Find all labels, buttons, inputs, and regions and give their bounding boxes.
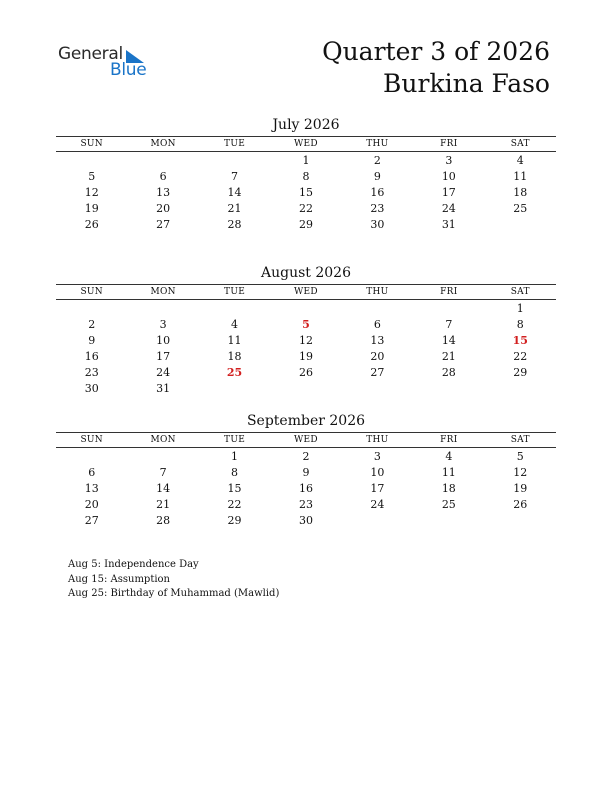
day-cell: 29 <box>227 513 242 527</box>
day-cell: 8 <box>302 169 310 183</box>
week-row <box>56 364 556 380</box>
empty-day-cell <box>199 152 270 169</box>
day-cell: 19 <box>513 481 528 495</box>
day-cell: 30 <box>84 381 99 395</box>
quarter-title: Quarter 3 of 2026 <box>322 37 550 66</box>
weekday-tue: TUE <box>199 137 270 152</box>
day-cell: 13 <box>156 185 171 199</box>
week-row <box>56 512 556 528</box>
day-cell: 4 <box>516 153 524 167</box>
empty-day-cell <box>413 512 484 528</box>
weekday-mon: MON <box>127 137 198 152</box>
day-cell: 1 <box>516 301 524 315</box>
holiday-day-cell: 25 <box>226 365 243 379</box>
empty-day-cell <box>127 300 198 317</box>
country-title: Burkina Faso <box>383 69 550 98</box>
week-row <box>56 496 556 512</box>
generalblue-logo <box>58 44 168 84</box>
weekday-tue: TUE <box>199 285 270 300</box>
day-cell: 15 <box>298 185 313 199</box>
weekday-mon: MON <box>127 285 198 300</box>
day-cell: 9 <box>88 333 96 347</box>
day-cell: 27 <box>156 217 171 231</box>
day-cell: 11 <box>227 333 242 347</box>
empty-day-cell <box>270 380 341 396</box>
day-cell: 6 <box>159 169 167 183</box>
day-cell: 7 <box>231 169 239 183</box>
holiday-day-cell: 15 <box>512 333 528 347</box>
day-cell: 18 <box>227 349 242 363</box>
calendar-grid <box>56 432 556 528</box>
day-cell: 17 <box>370 481 385 495</box>
week-row <box>56 464 556 480</box>
weekday-tue: TUE <box>199 433 270 448</box>
weekday-sat: SAT <box>485 285 556 300</box>
day-cell: 10 <box>441 169 456 183</box>
week-row <box>56 168 556 184</box>
week-row <box>56 332 556 348</box>
empty-day-cell <box>56 300 127 317</box>
day-cell: 27 <box>370 365 385 379</box>
day-cell: 26 <box>513 497 528 511</box>
day-cell: 1 <box>231 449 239 463</box>
week-row <box>56 200 556 216</box>
day-cell: 16 <box>84 349 99 363</box>
day-cell: 27 <box>84 513 99 527</box>
day-cell: 22 <box>227 497 242 511</box>
day-cell: 9 <box>302 465 310 479</box>
empty-day-cell <box>485 380 556 396</box>
day-cell: 11 <box>513 169 528 183</box>
day-cell: 12 <box>84 185 99 199</box>
day-cell: 29 <box>298 217 313 231</box>
day-cell: 29 <box>513 365 528 379</box>
day-cell: 6 <box>88 465 96 479</box>
day-cell: 1 <box>302 153 310 167</box>
weekday-sun: SUN <box>56 433 127 448</box>
day-cell: 11 <box>441 465 456 479</box>
empty-day-cell <box>127 448 198 465</box>
empty-day-cell <box>56 152 127 169</box>
day-cell: 14 <box>156 481 171 495</box>
day-cell: 23 <box>370 201 385 215</box>
day-cell: 28 <box>441 365 456 379</box>
day-cell: 23 <box>298 497 313 511</box>
day-cell: 26 <box>298 365 313 379</box>
weekday-sun: SUN <box>56 285 127 300</box>
weekday-wed: WED <box>270 137 341 152</box>
month-august <box>56 264 556 396</box>
day-cell: 19 <box>84 201 99 215</box>
day-cell: 3 <box>373 449 381 463</box>
month-july <box>56 116 556 232</box>
week-row <box>56 300 556 317</box>
day-cell: 20 <box>156 201 171 215</box>
month-title: August 2026 <box>261 265 351 281</box>
day-cell: 14 <box>441 333 456 347</box>
day-cell: 22 <box>298 201 313 215</box>
day-cell: 3 <box>159 317 167 331</box>
day-cell: 7 <box>159 465 167 479</box>
week-row <box>56 380 556 396</box>
weekday-wed: WED <box>270 285 341 300</box>
day-cell: 10 <box>156 333 171 347</box>
week-row <box>56 480 556 496</box>
day-cell: 16 <box>370 185 385 199</box>
day-cell: 6 <box>373 317 381 331</box>
holiday-note: Aug 5: Independence Day <box>68 559 199 570</box>
weekday-mon: MON <box>127 433 198 448</box>
day-cell: 20 <box>84 497 99 511</box>
day-cell: 10 <box>370 465 385 479</box>
month-september <box>56 412 556 528</box>
weekday-thu: THU <box>342 433 413 448</box>
day-cell: 9 <box>373 169 381 183</box>
day-cell: 30 <box>298 513 313 527</box>
empty-day-cell <box>413 380 484 396</box>
day-cell: 31 <box>441 217 456 231</box>
empty-day-cell <box>342 300 413 317</box>
day-cell: 13 <box>84 481 99 495</box>
day-cell: 3 <box>445 153 453 167</box>
day-cell: 28 <box>156 513 171 527</box>
calendar-grid <box>56 284 556 396</box>
day-cell: 22 <box>513 349 528 363</box>
day-cell: 31 <box>156 381 171 395</box>
day-cell: 12 <box>298 333 313 347</box>
day-cell: 23 <box>84 365 99 379</box>
day-cell: 2 <box>373 153 381 167</box>
day-cell: 24 <box>156 365 171 379</box>
day-cell: 25 <box>441 497 456 511</box>
day-cell: 16 <box>298 481 313 495</box>
day-cell: 18 <box>441 481 456 495</box>
empty-day-cell <box>270 300 341 317</box>
day-cell: 21 <box>227 201 242 215</box>
weekday-sat: SAT <box>485 137 556 152</box>
week-row <box>56 184 556 200</box>
day-cell: 4 <box>445 449 453 463</box>
day-cell: 8 <box>516 317 524 331</box>
weekday-header-row <box>56 433 556 448</box>
holiday-day-cell: 5 <box>302 317 310 331</box>
empty-day-cell <box>485 512 556 528</box>
day-cell: 25 <box>513 201 528 215</box>
day-cell: 24 <box>370 497 385 511</box>
day-cell: 28 <box>227 217 242 231</box>
day-cell: 20 <box>370 349 385 363</box>
day-cell: 2 <box>302 449 310 463</box>
holiday-note: Aug 25: Birthday of Muhammad (Mawlid) <box>68 588 280 599</box>
weekday-thu: THU <box>342 285 413 300</box>
page-title <box>322 36 550 100</box>
day-cell: 2 <box>88 317 96 331</box>
day-cell: 26 <box>84 217 99 231</box>
logo-word-general: General <box>58 44 123 64</box>
empty-day-cell <box>199 300 270 317</box>
week-row <box>56 448 556 465</box>
empty-day-cell <box>413 300 484 317</box>
month-title: September 2026 <box>246 413 366 429</box>
day-cell: 14 <box>227 185 242 199</box>
day-cell: 17 <box>441 185 456 199</box>
weekday-sat: SAT <box>485 433 556 448</box>
empty-day-cell <box>342 512 413 528</box>
day-cell: 30 <box>370 217 385 231</box>
day-cell: 24 <box>441 201 456 215</box>
weekday-sun: SUN <box>56 137 127 152</box>
weekday-fri: FRI <box>413 433 484 448</box>
logo-word-blue: Blue <box>110 60 147 80</box>
day-cell: 21 <box>441 349 456 363</box>
weekday-header-row <box>56 285 556 300</box>
day-cell: 8 <box>231 465 239 479</box>
holiday-note: Aug 15: Assumption <box>68 573 171 585</box>
empty-day-cell <box>56 448 127 465</box>
day-cell: 4 <box>231 317 239 331</box>
week-row <box>56 152 556 169</box>
day-cell: 17 <box>156 349 171 363</box>
weekday-header-row <box>56 137 556 152</box>
weekday-fri: FRI <box>413 285 484 300</box>
empty-day-cell <box>127 152 198 169</box>
week-row <box>56 316 556 332</box>
empty-day-cell <box>485 216 556 232</box>
empty-day-cell <box>342 380 413 396</box>
month-title: July 2026 <box>272 117 340 133</box>
day-cell: 18 <box>513 185 528 199</box>
calendar-grid <box>56 136 556 232</box>
day-cell: 5 <box>516 449 524 463</box>
week-row <box>56 348 556 364</box>
day-cell: 5 <box>88 169 96 183</box>
weekday-fri: FRI <box>413 137 484 152</box>
empty-day-cell <box>199 380 270 396</box>
day-cell: 13 <box>370 333 385 347</box>
week-row <box>56 216 556 232</box>
day-cell: 12 <box>513 465 528 479</box>
day-cell: 19 <box>298 349 313 363</box>
day-cell: 7 <box>445 317 453 331</box>
day-cell: 15 <box>227 481 242 495</box>
weekday-wed: WED <box>270 433 341 448</box>
holiday-notes <box>68 558 279 602</box>
weekday-thu: THU <box>342 137 413 152</box>
day-cell: 21 <box>156 497 171 511</box>
